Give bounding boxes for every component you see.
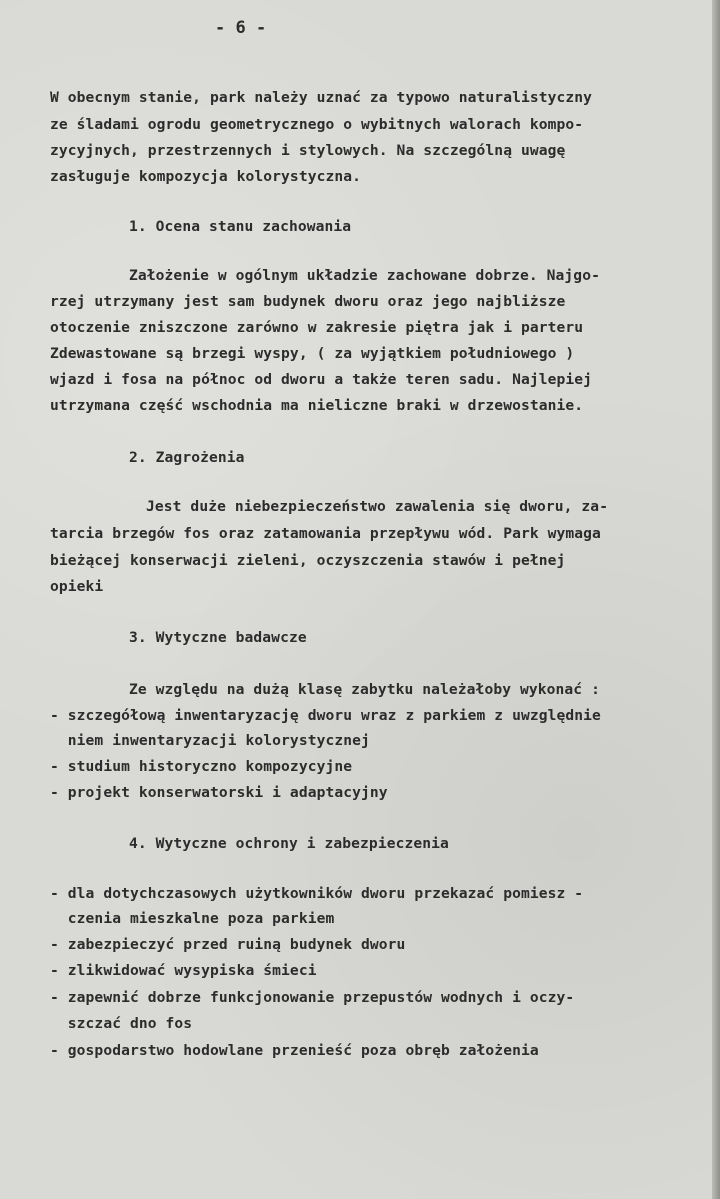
- section3-line: - szczegółową inwentaryzację dworu wraz z parkiem z uwzględnie: [50, 707, 601, 724]
- section1-line: rzej utrzymany jest sam budynek dworu oraz jego najbliższe: [50, 293, 566, 310]
- section1-line: otoczenie zniszczone zarówno w zakresie piętra jak i parteru: [50, 319, 584, 336]
- page-edge-shadow: [712, 0, 720, 1199]
- section4-line: - zapewnić dobrze funkcjonowanie przepustów wodnych i oczy-: [50, 989, 575, 1006]
- section3-line: niem inwentaryzacji kolorystycznej: [50, 732, 370, 749]
- section2-line: opieki: [50, 578, 104, 595]
- section-heading-2: 2. Zagrożenia: [129, 449, 245, 466]
- section2-line: tarcia brzegów fos oraz zatamowania przepływu wód. Park wymaga: [50, 525, 601, 542]
- section4-line: - dla dotychczasowych użytkowników dworu przekazać pomiesz -: [50, 885, 584, 902]
- section1-line: wjazd i fosa na północ od dworu a także teren sadu. Najlepiej: [50, 371, 593, 388]
- section2-line: bieżącej konserwacji zieleni, oczyszczenia stawów i pełnej: [50, 552, 566, 569]
- section-heading-1: 1. Ocena stanu zachowania: [129, 218, 352, 235]
- section4-line: - zabezpieczyć przed ruiną budynek dworu: [50, 936, 406, 953]
- section-heading-4: 4. Wytyczne ochrony i zabezpieczenia: [129, 835, 449, 852]
- section3-line: Ze względu na dużą klasę zabytku należałoby wykonać :: [129, 681, 600, 698]
- section1-line: utrzymana część wschodnia ma nieliczne braki w drzewostanie.: [50, 397, 584, 414]
- section1-line: Zdewastowane są brzegi wyspy, ( za wyjątkiem południowego ): [50, 345, 575, 362]
- page-number: - 6 -: [215, 18, 267, 38]
- intro-line: zasługuje kompozycja kolorystyczna.: [50, 168, 362, 185]
- intro-line: W obecnym stanie, park należy uznać za typowo naturalistyczny: [50, 89, 593, 106]
- section3-line: - studium historyczno kompozycyjne: [50, 758, 353, 775]
- intro-line: ze śladami ogrodu geometrycznego o wybitnych walorach kompo-: [50, 116, 584, 133]
- section-heading-3: 3. Wytyczne badawcze: [129, 629, 307, 646]
- section4-line: szczać dno fos: [50, 1015, 193, 1032]
- section4-line: czenia mieszkalne poza parkiem: [50, 910, 335, 927]
- section4-line: - zlikwidować wysypiska śmieci: [50, 962, 317, 979]
- intro-line: zycyjnych, przestrzennych i stylowych. Na szczególną uwagę: [50, 142, 566, 159]
- section2-line: Jest duże niebezpieczeństwo zawalenia się dworu, za-: [146, 498, 609, 515]
- section4-line: - gospodarstwo hodowlane przenieść poza obręb założenia: [50, 1042, 539, 1059]
- section1-line: Założenie w ogólnym układzie zachowane dobrze. Najgo-: [129, 267, 600, 284]
- section3-line: - projekt konserwatorski i adaptacyjny: [50, 784, 388, 801]
